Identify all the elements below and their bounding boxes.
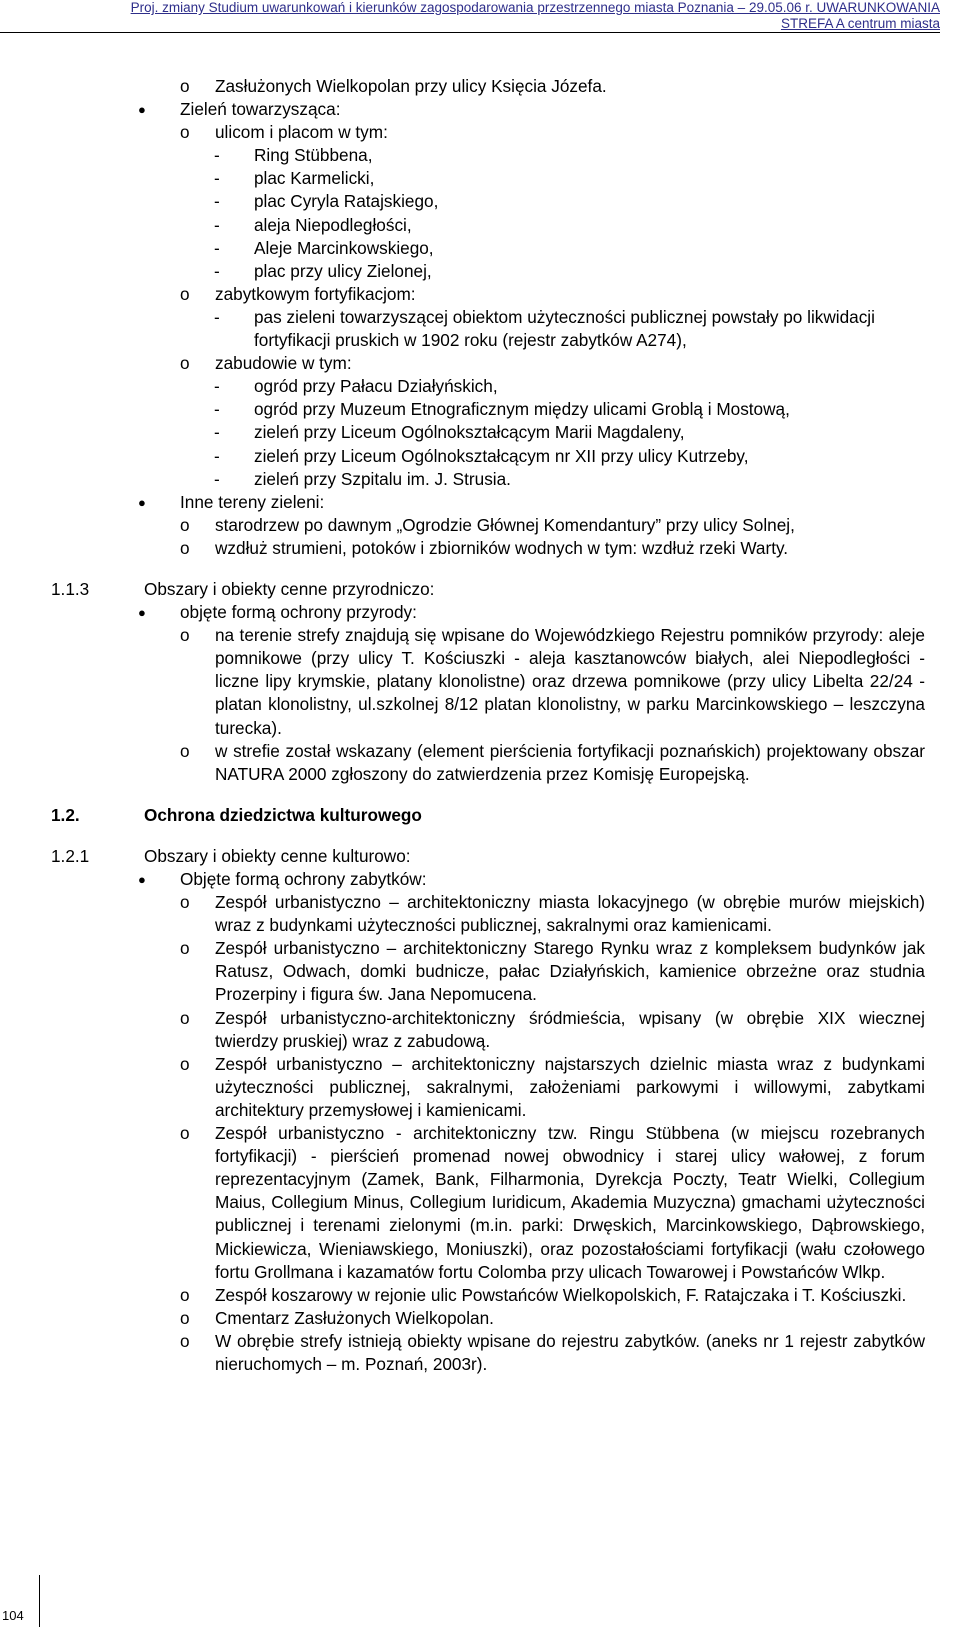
list-item: - zieleń przy Szpitalu im. J. Strusia. (0, 468, 960, 491)
dash-bullet-icon: - (214, 214, 220, 235)
circle-bullet-icon: o (180, 1123, 190, 1144)
list-item: - zieleń przy Liceum Ogólnokształcącym nr XII przy ulicy Kutrzeby, (0, 445, 960, 468)
list-item: o ulicom i placom w tym: (0, 121, 960, 144)
circle-bullet-icon: o (180, 1007, 190, 1028)
circle-bullet-icon: o (180, 625, 190, 646)
list-item: o starodrzew po dawnym „Ogrodzie Głównej Komendantury” przy ulicy Solnej, (0, 514, 960, 537)
dash-bullet-icon: - (214, 445, 220, 466)
list-item: o Zespół urbanistyczno-architektoniczny śródmieścia, wpisany (w obrębie XIX wiecznej twierdzy pruskiej) wraz z zabudową. (180, 1007, 925, 1051)
bullet-icon: ● (138, 494, 146, 510)
circle-bullet-icon: o (180, 537, 190, 558)
list-item: - Aleje Marcinkowskiego, (0, 237, 960, 260)
section-number: 1.2. (51, 804, 80, 825)
circle-bullet-icon: o (180, 122, 190, 143)
circle-bullet-icon: o (180, 1307, 190, 1328)
list-item: o Zespół koszarowy w rejonie ulic Powstańców Wielkopolskich, F. Ratajczaka i T. Kościuszki. (0, 1284, 960, 1307)
dash-bullet-icon: - (214, 422, 220, 443)
document-body (0, 75, 960, 1376)
circle-bullet-icon: o (180, 283, 190, 304)
list-item: ● Objęte formą ochrony zabytków: (0, 868, 960, 891)
list-item: o Cmentarz Zasłużonych Wielkopolan. (0, 1307, 960, 1330)
circle-bullet-icon: o (180, 76, 190, 96)
bullet-icon: ● (138, 605, 146, 621)
circle-bullet-icon: o (180, 353, 190, 374)
list-item: o Zespół urbanistyczno - architektoniczny tzw. Ringu Stübbena (w miejscu rozebranych fortyfikacji) - pierścień promenad nowej obwodnicy i starej ulicy wałowej, z forum reprezentacyjnym (Zamek, Bank, Filharmonia, Dyrekcja Poczty, Teatr Wielki, Collegium Maius, Collegium Minus, Collegium Iuridicum, Akademia Muzyczna) gmachami użyteczności publicznej i terenami zielonymi (m.in. parki: Drwęskich, Marcinkowskiego, Dąbrowskiego, Mickiewicza, Wieniawskiego, Moniuszki), oraz pozostałościami fortyfikacji (wału czołowego fortu Grollmana i kazamatów fortu Colomba przy ulicach Towarowej i Powstańców Wlkp. (180, 1123, 925, 1282)
dash-bullet-icon: - (214, 399, 220, 420)
dash-bullet-icon: - (214, 237, 220, 258)
header-zone: STREFA A centrum miasta (780, 16, 940, 31)
list-item: o zabudowie w tym: (0, 352, 960, 375)
list-item: o na terenie strefy znajdują się wpisane do Wojewódzkiego Rejestru pomników przyrody: aleje pomnikowe (przy ulicy T. Kościuszki - aleja kasztanowców białych, alei Niepodległości - liczne lipy krymskie, platany klonolistne) oraz drzewa pomnikowe (przy ulicy Libelta 22/24 - platan klonolistny, ul.szkolnej 8/12 platan klonolistny, w parku Marcinkowskiego – leszczyna turecka). (180, 625, 925, 738)
circle-bullet-icon: o (180, 892, 190, 913)
page-header (0, 0, 940, 33)
list-item: ● Zieleń towarzysząca: (0, 98, 960, 121)
circle-bullet-icon: o (180, 938, 190, 959)
circle-bullet-icon: o (180, 740, 190, 761)
list-item: ● objęte formą ochrony przyrody: (0, 601, 960, 624)
dash-bullet-icon: - (214, 306, 220, 327)
dash-bullet-icon: - (214, 145, 220, 166)
dash-bullet-icon: - (214, 376, 220, 397)
list-item: o w strefie został wskazany (element pierścienia fortyfikacji poznańskich) projektowany obszar NATURA 2000 zgłoszony do zatwierdzenia przez Komisję Europejską. (180, 740, 925, 784)
section-heading: 1.1.3 Obszary i obiekty cenne przyrodniczo: (0, 578, 960, 601)
list-item: - plac Cyryla Ratajskiego, (0, 190, 960, 213)
list-item: o Zespół urbanistyczno – architektoniczny miasta lokacyjnego (w obrębie murów miejskich) wraz z budynkami użyteczności publicznej, sakralnymi oraz kamienicami. (180, 892, 925, 936)
page-number: 104 (0, 1575, 40, 1627)
circle-bullet-icon: o (180, 1284, 190, 1305)
list-item: - plac Karmelicki, (0, 167, 960, 190)
circle-bullet-icon: o (180, 1053, 190, 1074)
header-title: Proj. zmiany Studium uwarunkowań i kierunków zagospodarowania przestrzennego miasta Poznania – 29.05.06 r. UWARUNKOWANIA (130, 0, 940, 15)
list-item: - pas zieleni towarzyszącej obiektom użyteczności publicznej powstały po likwidacji fortyfikacji pruskich w 1902 roku (rejestr zabytków A274), (214, 306, 875, 351)
list-item: - zieleń przy Liceum Ogólnokształcącym Marii Magdaleny, (0, 421, 960, 444)
list-item: o wzdłuż strumieni, potoków i zbiorników wodnych w tym: wzdłuż rzeki Warty. (0, 537, 960, 560)
section-heading: 1.2. Ochrona dziedzictwa kulturowego (0, 804, 960, 827)
dash-bullet-icon: - (214, 191, 220, 212)
list-item: - plac przy ulicy Zielonej, (0, 260, 960, 283)
bullet-icon: ● (138, 872, 146, 887)
list-item: o Zasłużonych Wielkopolan przy ulicy Księcia Józefa. (0, 75, 960, 98)
circle-bullet-icon: o (180, 1330, 190, 1351)
list-item: ● Inne tereny zieleni: (0, 491, 960, 514)
list-item: o Zespół urbanistyczno – architektoniczny Starego Rynku wraz z kompleksem budynków jak Ratusz, Odwach, domki budnicze, pałac Działyńskich, kamienice obrzeżne oraz studnia Prozerpiny i figura św. Jana Nepomucena. (180, 938, 925, 1005)
list-item: o Zespół urbanistyczno – architektoniczny najstarszych dzielnic miasta wraz z budynkami użyteczności publicznej, sakralnymi, założeniami parkowymi i willowymi, zabytkami architektury przemysłowej i kamienicami. (180, 1053, 925, 1120)
list-item: - ogród przy Pałacu Działyńskich, (0, 375, 960, 398)
list-item: - Ring Stübbena, (0, 144, 960, 167)
list-item: o W obrębie strefy istnieją obiekty wpisane do rejestru zabytków. (aneks nr 1 rejestr zabytków nieruchomych – m. Poznań, 2003r). (180, 1330, 925, 1374)
list-item: - aleja Niepodległości, (0, 214, 960, 237)
circle-bullet-icon: o (180, 514, 190, 535)
section-heading: 1.2.1 Obszary i obiekty cenne kulturowo: (0, 845, 960, 868)
bullet-icon: ● (138, 102, 146, 118)
section-number: 1.1.3 (51, 578, 90, 599)
list-item: o zabytkowym fortyfikacjom: (0, 283, 960, 306)
dash-bullet-icon: - (214, 168, 220, 189)
dash-bullet-icon: - (214, 468, 220, 489)
section-number: 1.2.1 (51, 845, 90, 866)
list-item: - ogród przy Muzeum Etnograficznym między ulicami Groblą i Mostową, (0, 398, 960, 421)
dash-bullet-icon: - (214, 260, 220, 281)
